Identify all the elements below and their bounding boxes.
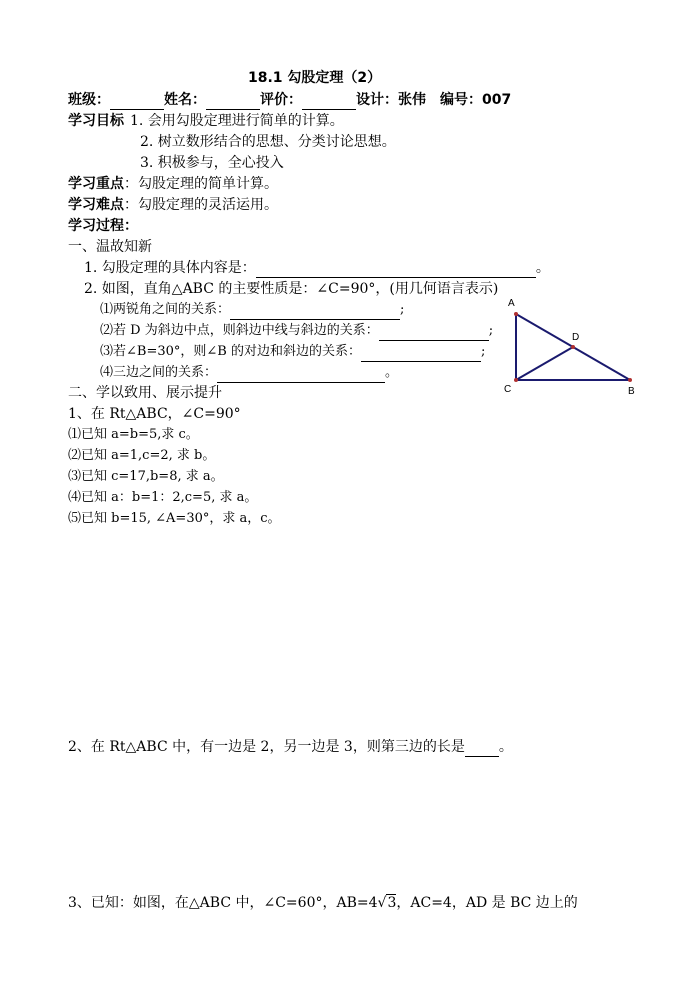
- sub1-semi: ;: [400, 302, 405, 317]
- sqrt-expression: [378, 893, 397, 913]
- number-value: 007: [482, 92, 512, 108]
- label-d: D: [572, 332, 580, 343]
- sub1-text: ⑴两锐角之间的关系：: [100, 302, 231, 317]
- practice-item-5: ⑸已知 b=15, ∠A=30°，求 a，c。: [68, 511, 281, 526]
- sub4-blank[interactable]: [217, 367, 385, 383]
- p2-end: 。: [498, 739, 513, 755]
- p3-end: ，AC=4，AD 是 BC 边上的: [396, 895, 578, 911]
- objective-text-1: 1. 会用勾股定理进行简单的计算。: [130, 113, 344, 129]
- p2-blank[interactable]: [465, 741, 499, 757]
- triangle-diagram: [498, 296, 648, 400]
- p2-text: 2、在 Rt△ABC 中，有一边是 2，另一边是 3，则第三边的长是: [68, 739, 465, 755]
- sub-question-3: [100, 342, 485, 362]
- key-point-text: ：勾股定理的简单计算。: [124, 176, 278, 192]
- difficulty: [68, 195, 278, 215]
- header-line: [68, 90, 511, 110]
- review-q1-text: 1. 勾股定理的具体内容是：: [84, 260, 256, 276]
- review-heading: 一、温故知新: [68, 239, 152, 255]
- page-title: 18.1 勾股定理（2）: [248, 70, 382, 86]
- sub1-blank[interactable]: [230, 304, 400, 320]
- sub-question-1: [100, 300, 404, 320]
- sub3-blank[interactable]: [361, 346, 481, 362]
- sub2-text: ⑵若 D 为斜边中点，则斜边中线与斜边的关系：: [100, 323, 379, 338]
- sub4-period: 。: [385, 365, 399, 380]
- sub-question-4: [100, 363, 398, 383]
- practice-p2: [68, 737, 513, 757]
- label-c: C: [504, 384, 512, 395]
- practice-item-4: ⑷已知 a：b=1：2,c=5, 求 a。: [68, 490, 258, 505]
- name-blank[interactable]: [206, 94, 260, 110]
- sub4-text: ⑷三边之间的关系：: [100, 365, 218, 380]
- sub3-semi: ;: [480, 344, 486, 359]
- sub2-blank[interactable]: [379, 325, 489, 341]
- practice-heading: 二、学以致用、展示提升: [68, 385, 222, 401]
- practice-p3: [68, 893, 578, 913]
- difficulty-text: ：勾股定理的灵活运用。: [124, 197, 278, 213]
- eval-blank[interactable]: [302, 94, 356, 110]
- designer-name: 张伟: [398, 92, 426, 108]
- objectives-label: 学习目标: [68, 113, 124, 129]
- point-d-dot: [571, 345, 575, 349]
- median-cd: [516, 347, 573, 380]
- key-point: [68, 174, 278, 194]
- sub2-semi: ;: [488, 323, 494, 338]
- difficulty-label: 学习难点: [68, 197, 124, 213]
- sqrt-sign: √: [377, 895, 387, 911]
- review-q2: 2. 如图，直角△ABC 的主要性质是：∠C=90°，(用几何语言表示): [84, 281, 499, 297]
- practice-item-3: ⑶已知 c=17,b=8, 求 a。: [68, 469, 224, 484]
- objective-2: 2. 树立数形结合的思想、分类讨论思想。: [140, 134, 396, 150]
- practice-p1: 1、在 Rt△ABC，∠C=90°: [68, 406, 241, 422]
- label-a: A: [508, 298, 515, 309]
- class-blank[interactable]: [110, 94, 164, 110]
- sub-question-2: [100, 321, 493, 341]
- review-q1: [84, 258, 550, 278]
- practice-item-2: ⑵已知 a=1,c=2, 求 b。: [68, 448, 216, 463]
- sub3-text: ⑶若∠B=30°，则∠B 的对边和斜边的关系：: [100, 344, 361, 359]
- objective-1: [68, 111, 344, 131]
- label-b: B: [628, 386, 635, 397]
- number-label: 编号：: [440, 92, 482, 108]
- objective-3: 3. 积极参与，全心投入: [140, 155, 284, 171]
- q1-blank[interactable]: [256, 262, 536, 278]
- eval-label: 评价：: [260, 92, 302, 108]
- design-label: 设计：: [356, 92, 398, 108]
- process-label: 学习过程：: [68, 218, 138, 234]
- vertex-c-dot: [514, 378, 518, 382]
- name-label: 姓名：: [164, 92, 206, 108]
- p3-start: 3、已知：如图，在△ABC 中，∠C=60°，AB=4: [68, 895, 378, 911]
- key-point-label: 学习重点: [68, 176, 124, 192]
- practice-item-1: ⑴已知 a=b=5,求 c。: [68, 427, 199, 442]
- vertex-a-dot: [514, 312, 518, 316]
- q1-end: 。: [535, 260, 550, 276]
- vertex-b-dot: [628, 378, 632, 382]
- sqrt-radicand: 3: [387, 895, 397, 911]
- class-label: 班级：: [68, 92, 110, 108]
